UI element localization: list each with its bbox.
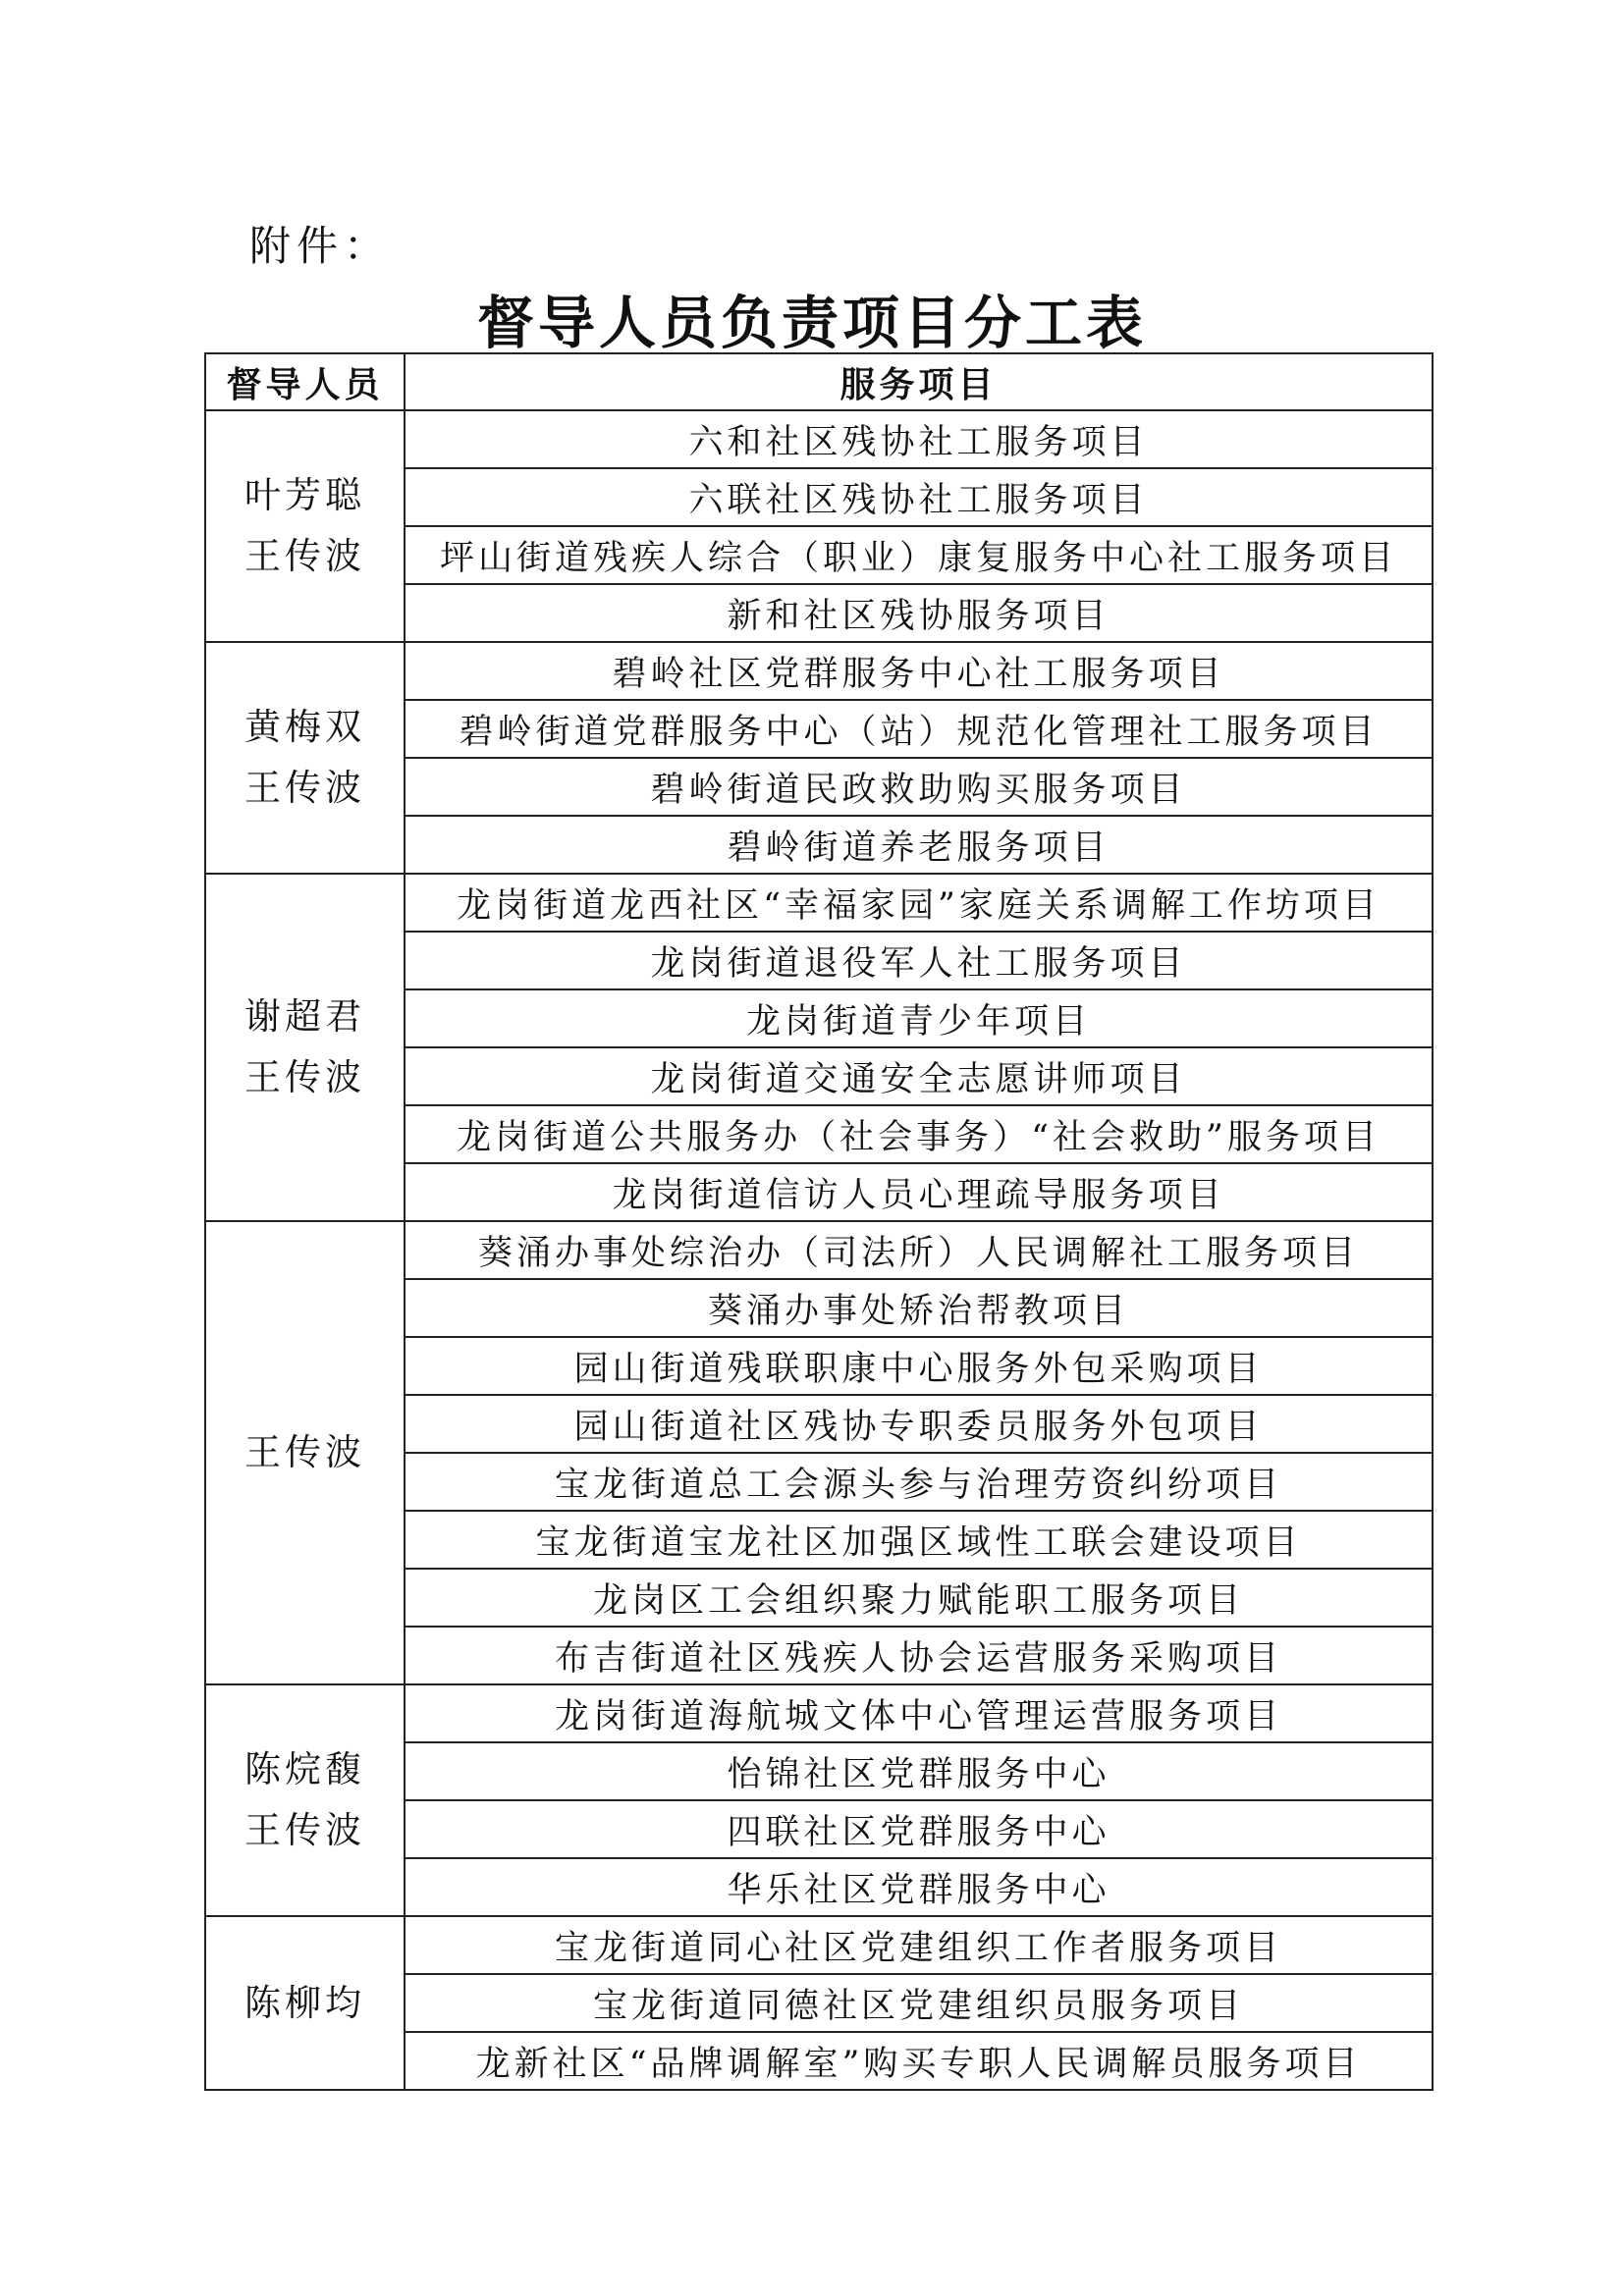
supervisor-name: 黄梅双 <box>244 706 365 748</box>
project-cell: 龙岗街道退役军人社工服务项目 <box>405 932 1433 989</box>
table-row <box>205 642 1433 700</box>
attachment-label: 附件： <box>249 222 392 270</box>
table-row <box>205 874 1433 932</box>
project-cell: 布吉街道社区残疾人协会运营服务采购项目 <box>405 1627 1433 1684</box>
project-cell: 碧岭社区党群服务中心社工服务项目 <box>405 642 1433 700</box>
table-header-row <box>205 353 1433 410</box>
project-cell: 四联社区党群服务中心 <box>405 1800 1433 1858</box>
project-cell: 龙岗街道海航城文体中心管理运营服务项目 <box>405 1684 1433 1742</box>
project-cell: 园山街道残联职康中心服务外包采购项目 <box>405 1337 1433 1395</box>
project-cell: 宝龙街道总工会源头参与治理劳资纠纷项目 <box>405 1453 1433 1511</box>
project-cell: 葵涌办事处综治办（司法所）人民调解社工服务项目 <box>405 1221 1433 1279</box>
project-cell: 龙新社区“品牌调解室”购买专职人民调解员服务项目 <box>405 2032 1433 2090</box>
project-cell: 龙岗街道青少年项目 <box>405 989 1433 1047</box>
project-cell: 碧岭街道养老服务项目 <box>405 816 1433 874</box>
project-cell: 龙岗区工会组织聚力赋能职工服务项目 <box>405 1569 1433 1627</box>
project-cell: 宝龙街道宝龙社区加强区域性工联会建设项目 <box>405 1511 1433 1569</box>
project-cell: 华乐社区党群服务中心 <box>405 1858 1433 1916</box>
supervisor-name: 陈柳均 <box>244 1981 365 2024</box>
supervisor-cell <box>205 1221 405 1684</box>
supervisor-name: 谢超君 <box>244 995 365 1038</box>
project-cell: 六和社区残协社工服务项目 <box>405 410 1433 468</box>
project-cell: 园山街道社区残协专职委员服务外包项目 <box>405 1395 1433 1453</box>
project-cell: 新和社区残协服务项目 <box>405 584 1433 642</box>
header-project: 服务项目 <box>405 353 1433 410</box>
supervisor-name: 王传波 <box>244 1056 365 1098</box>
header-supervisor: 督导人员 <box>205 353 405 410</box>
table-row <box>205 1684 1433 1742</box>
supervisor-name: 叶芳聪 <box>244 474 365 516</box>
project-cell: 龙岗街道交通安全志愿讲师项目 <box>405 1047 1433 1105</box>
project-cell: 龙岗街道公共服务办（社会事务）“社会救助”服务项目 <box>405 1105 1433 1163</box>
document-title: 督导人员负责项目分工表 <box>476 290 1147 356</box>
supervisor-name: 王传波 <box>244 1431 365 1473</box>
project-cell: 宝龙街道同心社区党建组织工作者服务项目 <box>405 1916 1433 1974</box>
supervisor-cell <box>205 1916 405 2090</box>
supervisor-name: 王传波 <box>244 767 365 809</box>
table-row <box>205 1221 1433 1279</box>
supervisor-cell <box>205 1684 405 1916</box>
supervisor-name: 陈烷馥 <box>244 1748 365 1790</box>
project-cell: 六联社区残协社工服务项目 <box>405 468 1433 526</box>
project-cell: 坪山街道残疾人综合（职业）康复服务中心社工服务项目 <box>405 526 1433 584</box>
project-cell: 宝龙街道同德社区党建组织员服务项目 <box>405 1974 1433 2032</box>
assignment-table <box>204 352 1434 2091</box>
supervisor-name: 王传波 <box>244 535 365 577</box>
project-cell: 龙岗街道龙西社区“幸福家园”家庭关系调解工作坊项目 <box>405 874 1433 932</box>
project-cell: 碧岭街道民政救助购买服务项目 <box>405 758 1433 816</box>
supervisor-cell <box>205 410 405 642</box>
table-row <box>205 410 1433 468</box>
supervisor-cell <box>205 642 405 874</box>
supervisor-name: 王传波 <box>244 1809 365 1851</box>
project-cell: 龙岗街道信访人员心理疏导服务项目 <box>405 1163 1433 1221</box>
project-cell: 怡锦社区党群服务中心 <box>405 1742 1433 1800</box>
project-cell: 碧岭街道党群服务中心（站）规范化管理社工服务项目 <box>405 700 1433 758</box>
supervisor-cell <box>205 874 405 1221</box>
project-cell: 葵涌办事处矫治帮教项目 <box>405 1279 1433 1337</box>
table-row <box>205 1916 1433 1974</box>
